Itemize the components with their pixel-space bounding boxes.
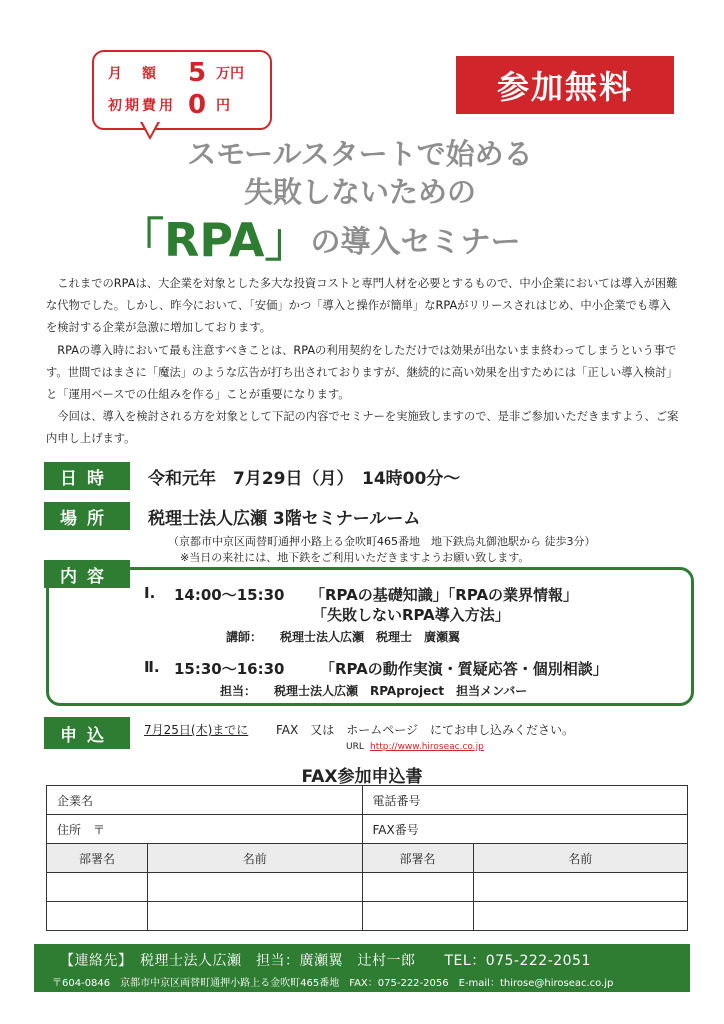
apply-label: 申込 bbox=[44, 717, 130, 749]
dept-input[interactable] bbox=[362, 902, 473, 931]
initial-fee-value: 0 bbox=[187, 90, 207, 120]
monthly-fee-unit: 万円 bbox=[216, 66, 244, 82]
table-row bbox=[47, 873, 688, 902]
name-header-2: 名前 bbox=[473, 844, 688, 873]
contact-footer bbox=[34, 944, 690, 992]
session-1-topics: 「RPAの基礎知識」「RPAの業界情報」 bbox=[310, 586, 579, 604]
name-input[interactable] bbox=[148, 873, 363, 902]
intro-text bbox=[46, 273, 680, 451]
title-bracket-open: 「 bbox=[118, 213, 164, 267]
intro-paragraph-3: 今回は、導入を検討される方を対象として下記の内容でセミナーを実施致しますので、是非ご参加いただきますよう、ご案内申し上げます。 bbox=[46, 410, 679, 446]
title-rpa: RPA bbox=[164, 213, 265, 267]
session-1-speaker-label: 講師： bbox=[226, 630, 263, 644]
session-1-speaker: 税理士法人広瀬 税理士 廣瀬翼 bbox=[280, 630, 461, 644]
title-line-1: スモールスタートで始める bbox=[187, 137, 533, 171]
contact-line-2: 〒604-0846 京都市中京区両替町通押小路上る金吹町465番地 FAX：075-222-2056 E-mail：thirose@hiroseac.co.jp bbox=[52, 978, 614, 989]
venue-name: 税理士法人広瀬 3階セミナールーム bbox=[148, 509, 421, 529]
fax-form-title: FAX参加申込書 bbox=[301, 767, 423, 787]
contact-line-1: 【連絡先】 税理士法人広瀬 担当：廣瀬翼 辻村一郎 TEL：075-222-2051 bbox=[60, 953, 591, 969]
fax-field[interactable]: FAX番号 bbox=[362, 815, 688, 844]
dept-header-2: 部署名 bbox=[362, 844, 473, 873]
title-line-3 bbox=[118, 204, 638, 270]
table-row bbox=[47, 786, 688, 815]
datetime-value: 令和元年 7月29日（月） 14時00分～ bbox=[148, 469, 461, 489]
phone-field[interactable]: 電話番号 bbox=[362, 786, 688, 815]
address-field[interactable]: 住所 〒 bbox=[47, 815, 363, 844]
datetime-label: 日時 bbox=[44, 462, 130, 490]
table-header-row bbox=[47, 844, 688, 873]
monthly-fee bbox=[108, 58, 244, 88]
monthly-fee-label: 月 額 bbox=[108, 66, 159, 82]
venue-label: 場所 bbox=[44, 502, 130, 530]
intro-paragraph-2: RPAの導入時において最も注意すべきことは、RPAの利用契約をしただけでは効果が出ないまま終わってしまうという事です。世間ではまさに「魔法」のような広告が打ち出されておりますが、継続的に高い効果を出すためには「正しい導入検討」と「運用ベースでの仕組みを作る」ことが重要になります。 bbox=[46, 343, 678, 402]
dept-input[interactable] bbox=[47, 902, 148, 931]
url-label: URL bbox=[346, 742, 364, 752]
session-1-no: Ⅰ. bbox=[144, 584, 156, 602]
homepage-link[interactable]: http://www.hiroseac.co.jp bbox=[370, 742, 484, 752]
intro-paragraph-1: これまでのRPAは、大企業を対象とした多大な投資コストと専門人材を必要とするもので、中小企業においては導入が困難な代物でした。しかし、昨今において、「安価」かつ「導入と操作が簡単」なRPAがリリースされはじめ、中小企業でも導入を検討する企業が急激に増加しております。 bbox=[46, 277, 678, 335]
name-input[interactable] bbox=[148, 902, 363, 931]
title-bracket-close: 」 bbox=[264, 213, 311, 267]
venue-note: ※当日の来社には、地下鉄をご利用いただきますようお願い致します。 bbox=[180, 551, 530, 564]
fax-form-table bbox=[46, 785, 688, 931]
name-header-1: 名前 bbox=[148, 844, 363, 873]
session-2-topics: 「RPAの動作実演・質疑応答・個別相談」 bbox=[320, 660, 608, 678]
dept-input[interactable] bbox=[362, 873, 473, 902]
content-label: 内容 bbox=[44, 560, 130, 588]
name-input[interactable] bbox=[473, 902, 688, 931]
session-2-no: Ⅱ. bbox=[144, 658, 160, 676]
table-row bbox=[47, 902, 688, 931]
initial-fee-label: 初期費用 bbox=[108, 98, 176, 114]
name-input[interactable] bbox=[473, 873, 688, 902]
initial-fee bbox=[108, 90, 230, 120]
free-admission-badge: 参加無料 bbox=[456, 56, 674, 114]
apply-deadline: 7月25日(木)までに bbox=[144, 723, 249, 737]
session-2-speaker: 税理士法人広瀬 RPAproject 担当メンバー bbox=[274, 684, 528, 698]
price-bubble bbox=[92, 50, 272, 130]
dept-header-1: 部署名 bbox=[47, 844, 148, 873]
table-row bbox=[47, 815, 688, 844]
session-2-speaker-label: 担当： bbox=[220, 684, 257, 698]
dept-input[interactable] bbox=[47, 873, 148, 902]
title-rest: の導入セミナー bbox=[310, 225, 521, 260]
title-line-2: 失敗しないための bbox=[243, 175, 476, 209]
session-1-time: 14:00～15:30 bbox=[174, 586, 285, 604]
monthly-fee-value: 5 bbox=[187, 58, 207, 88]
session-1-topics-2: 「失敗しないRPA導入方法」 bbox=[312, 606, 510, 624]
initial-fee-unit: 円 bbox=[216, 98, 230, 114]
apply-text: FAX 又は ホームページ にてお申し込みください。 bbox=[276, 723, 574, 737]
session-2-time: 15:30～16:30 bbox=[174, 660, 285, 678]
company-field[interactable]: 企業名 bbox=[47, 786, 363, 815]
venue-address: （京都市中京区両替町通押小路上る金吹町465番地 地下鉄烏丸御池駅から 徒歩3分） bbox=[168, 535, 596, 548]
